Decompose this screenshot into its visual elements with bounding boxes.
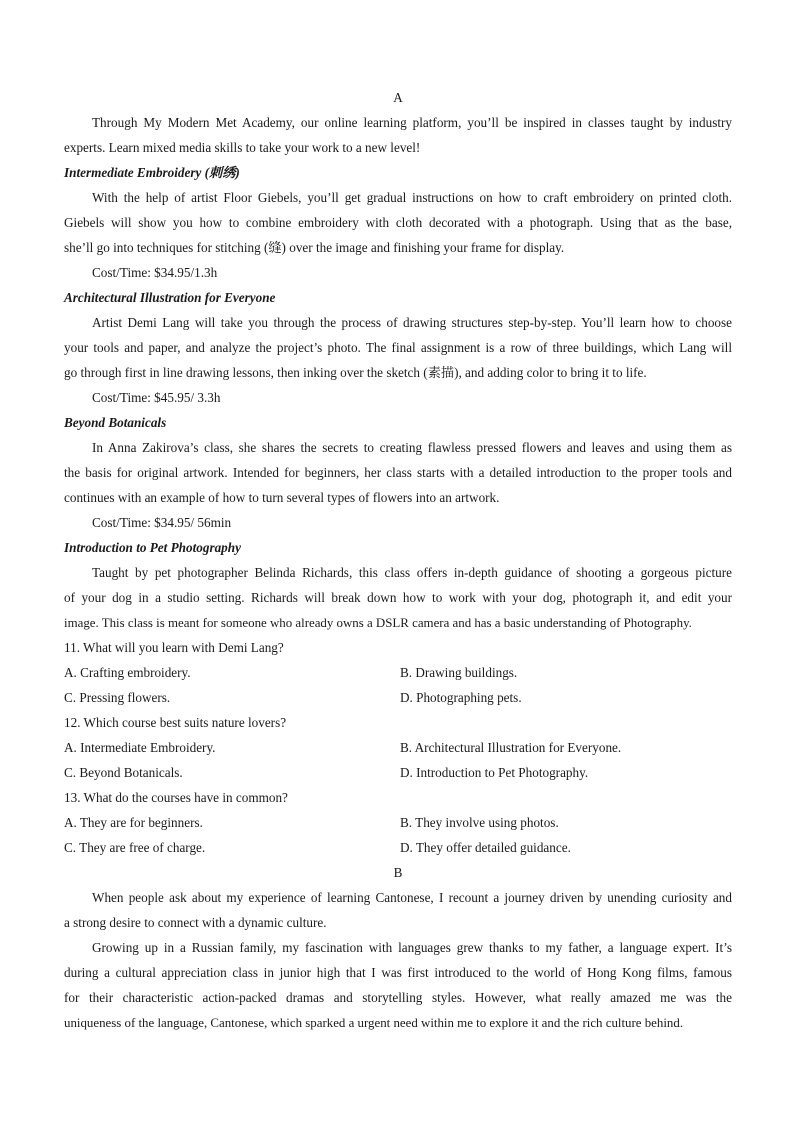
question-stem: 13. What do the courses have in common? [64, 790, 288, 805]
course-title-botanicals: Beyond Botanicals [64, 415, 167, 430]
course-body-line: Giebels will show you how to combine embroidery with cloth decorated with a photograph. Using that as the base, [64, 215, 732, 230]
option-c: C. Beyond Botanicals. [64, 765, 183, 780]
option-c: C. They are free of charge. [64, 840, 206, 855]
section-letter-b: B [393, 865, 403, 880]
option-d: D. Introduction to Pet Photography. [400, 765, 589, 780]
course-body-line: go through first in line drawing lessons, then inking over the sketch (素描), and adding color to bring it to life. [64, 365, 647, 380]
paragraph-line: When people ask about my experience of learning Cantonese, I recount a journey driven by unending curiosity and [92, 890, 732, 905]
course-body-line: Taught by pet photographer Belinda Richards, this class offers in-depth guidance of shooting a gorgeous picture [92, 565, 732, 580]
paragraph-line: uniqueness of the language, Cantonese, which sparked a urgent need within me to explore it and the rich culture behind. [64, 1016, 684, 1030]
course-body-line: image. This class is meant for someone who already owns a DSLR camera and has a basic understanding of Photography. [64, 616, 692, 630]
option-b: B. Drawing buildings. [400, 665, 518, 680]
question-stem: 12. Which course best suits nature lovers? [64, 715, 287, 730]
intro-line: experts. Learn mixed media skills to take your work to a new level! [64, 140, 421, 155]
question-stem: 11. What will you learn with Demi Lang? [64, 640, 284, 655]
option-d: D. Photographing pets. [400, 690, 522, 705]
paragraph-line: during a cultural appreciation class in junior high that I was first introduced to the world of Hong Kong films, famous [64, 965, 732, 980]
option-c: C. Pressing flowers. [64, 690, 171, 705]
course-title-embroidery: Intermediate Embroidery (刺绣) [64, 165, 240, 180]
question-options-row [64, 688, 732, 708]
course-body-line: the basis for original artwork. Intended for beginners, her class starts with a detailed introduction to the proper tools and [64, 465, 732, 480]
paragraph-line: Growing up in a Russian family, my fascination with languages grew thanks to my father, a language expert. It’s [92, 940, 732, 955]
option-d: D. They offer detailed guidance. [400, 840, 571, 855]
option-a: A. They are for beginners. [64, 815, 203, 830]
paragraph-line: a strong desire to connect with a dynamic culture. [64, 915, 327, 930]
intro-line: Through My Modern Met Academy, our online learning platform, you’ll be inspired in classes taught by industry [92, 115, 732, 130]
option-b: B. Architectural Illustration for Everyone. [400, 740, 622, 755]
course-body-line: your tools and paper, and analyze the project’s photo. The final assignment is a row of three buildings, which Lang will [64, 340, 732, 355]
option-b: B. They involve using photos. [400, 815, 559, 830]
paragraph-line: for their characteristic action-packed dramas and storytelling styles. However, what really amazed me was the [64, 990, 732, 1005]
course-body-line: she’ll go into techniques for stitching (缝) over the image and finishing your frame for display. [64, 240, 565, 255]
option-a: A. Intermediate Embroidery. [64, 740, 216, 755]
course-body-line: of your dog in a studio setting. Richards will break down how to work with your dog, photograph it, and edit your [64, 590, 732, 605]
question-options-row [64, 738, 732, 758]
course-cost: Cost/Time: $45.95/ 3.3h [92, 390, 221, 405]
course-title-pet-photography: Introduction to Pet Photography [64, 540, 241, 555]
course-body-line: In Anna Zakirova’s class, she shares the secrets to creating flawless pressed flowers and leaves and using them as [92, 440, 732, 455]
course-body-line: continues with an example of how to turn several types of flowers into an artwork. [64, 490, 500, 505]
course-title-architecture: Architectural Illustration for Everyone [64, 290, 276, 305]
option-a: A. Crafting embroidery. [64, 665, 191, 680]
course-body-line: Artist Demi Lang will take you through the process of drawing structures step-by-step. You’ll learn how to choose [92, 315, 732, 330]
course-cost: Cost/Time: $34.95/1.3h [92, 265, 218, 280]
question-options-row [64, 763, 732, 783]
question-options-row [64, 813, 732, 833]
course-cost: Cost/Time: $34.95/ 56min [92, 515, 232, 530]
question-options-row [64, 663, 732, 683]
section-letter-a: A [393, 90, 403, 105]
question-options-row [64, 838, 732, 858]
course-body-line: With the help of artist Floor Giebels, you’ll get gradual instructions on how to craft embroidery on printed cloth. [92, 190, 732, 205]
